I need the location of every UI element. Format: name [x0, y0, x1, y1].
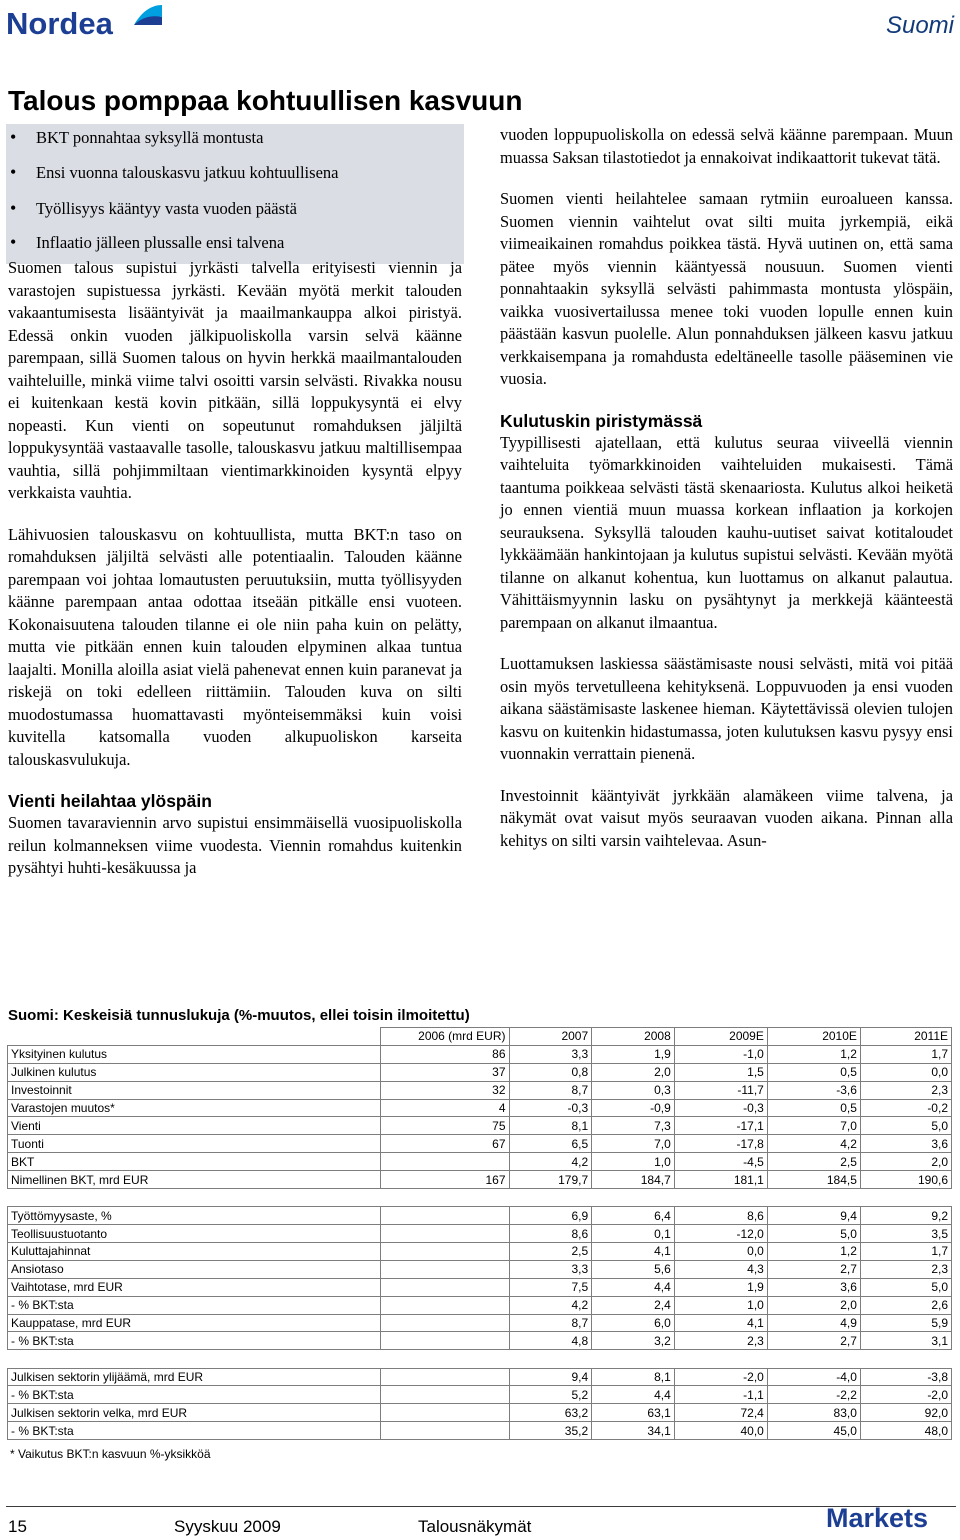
table-cell: 2,3: [860, 1081, 951, 1099]
row-label: - % BKT:sta: [8, 1296, 381, 1314]
table-cell: 3,6: [767, 1278, 860, 1296]
table-cell: -0,3: [674, 1099, 767, 1117]
row-label: Yksityinen kulutus: [8, 1045, 381, 1063]
table-cell: 67: [380, 1135, 509, 1153]
table-cell: -1,1: [674, 1386, 767, 1404]
table-cell: -12,0: [674, 1225, 767, 1243]
table-row: [8, 1207, 952, 1225]
row-label: Vaihtotase, mrd EUR: [8, 1278, 381, 1296]
table-cell: -2,0: [860, 1386, 951, 1404]
table-cell: 1,9: [592, 1045, 675, 1063]
row-label: Työttömyysaste, %: [8, 1207, 381, 1225]
table-cell: 4: [380, 1099, 509, 1117]
table-cell: 7,3: [592, 1117, 675, 1135]
publication-name: Talousnäkymät: [418, 1517, 532, 1536]
table-spacer-row: [8, 1189, 952, 1207]
table-cell: 4,2: [509, 1296, 592, 1314]
table-cell: 6,9: [509, 1207, 592, 1225]
table-cell: 184,5: [767, 1171, 860, 1189]
left-column: [8, 257, 462, 880]
table-cell: [380, 1153, 509, 1171]
table-cell: 4,8: [509, 1332, 592, 1350]
table-row: [8, 1063, 952, 1081]
table-cell: 3,2: [592, 1332, 675, 1350]
table-cell: 63,1: [592, 1404, 675, 1422]
table-cell: 1,5: [674, 1063, 767, 1081]
table-cell: 1,0: [674, 1296, 767, 1314]
table-cell: 3,3: [509, 1045, 592, 1063]
row-label: Teollisuustuotanto: [8, 1225, 381, 1243]
paragraph: Suomen vienti heilahtelee samaan rytmiin euroalueen kanssa. Suomen viennin vaihtelut ovat silti muita jyrkempiä, eikä viimeaikainen romahdus poikkea tästä. Hyvä uutinen on, että sama pätee myös viennin kääntyessä nousuun. Suomen vienti ponnahtaakin syksyllä selvästi pahimmasta montusta ylöspäin, vaikka vuosivertailussa menee toki vuoden lopulle ennen kuin päästään kasvun puolelle. Alun ponnahduksen jälkeen kasvu jatkuu verkkaisempana ja romahdusta edeltäneelle tasolle pääseminen vie vuosia.: [500, 189, 953, 388]
table-cell: 8,6: [674, 1207, 767, 1225]
bullet-text: Inflaatio jälleen plussalle ensi talvena: [36, 233, 285, 252]
table-row: [8, 1368, 952, 1386]
table-header-row: [8, 1028, 952, 1046]
paragraph: Suomen tavaraviennin arvo supistui ensimmäisellä vuosipuoliskolla reilun kolmanneksen viime vuodesta. Viennin romahdus kuitenkin pysähtyi huhti-kesäkuussa ja: [8, 813, 462, 877]
table-cell: 5,6: [592, 1260, 675, 1278]
row-label: - % BKT:sta: [8, 1386, 381, 1404]
table-cell: 32: [380, 1081, 509, 1099]
table-cell: 181,1: [674, 1171, 767, 1189]
table-cell: [380, 1386, 509, 1404]
table-cell: 2,0: [860, 1153, 951, 1171]
table-row: [8, 1386, 952, 1404]
table-cell: 1,7: [860, 1045, 951, 1063]
table-body: [8, 1045, 952, 1439]
table-cell: 8,6: [509, 1225, 592, 1243]
table-cell: [380, 1422, 509, 1440]
table-cell: 3,3: [509, 1260, 592, 1278]
table-cell: 4,3: [674, 1260, 767, 1278]
table-cell: [380, 1225, 509, 1243]
table-cell: 34,1: [592, 1422, 675, 1440]
table-cell: 1,7: [860, 1242, 951, 1260]
key-figures-table: [7, 1027, 952, 1440]
table-cell: 4,2: [767, 1135, 860, 1153]
markets-logo-text: Markets: [826, 1503, 929, 1533]
table-cell: 37: [380, 1063, 509, 1081]
table-cell: 0,8: [509, 1063, 592, 1081]
table-cell: [380, 1260, 509, 1278]
row-label: Ansiotaso: [8, 1260, 381, 1278]
table-cell: -2,2: [767, 1386, 860, 1404]
row-label: Investoinnit: [8, 1081, 381, 1099]
table-cell: 6,4: [592, 1207, 675, 1225]
table-cell: 2,3: [674, 1332, 767, 1350]
table-cell: 40,0: [674, 1422, 767, 1440]
table-cell: 6,0: [592, 1314, 675, 1332]
spacer-cell: [8, 1189, 952, 1207]
row-label: Kuluttajahinnat: [8, 1242, 381, 1260]
table-cell: 92,0: [860, 1404, 951, 1422]
table-row: [8, 1404, 952, 1422]
markets-logo-mark: [824, 1501, 954, 1535]
bullet-text: Työllisyys kääntyy vasta vuoden päästä: [36, 199, 297, 218]
table-cell: 2,6: [860, 1296, 951, 1314]
table-cell: 4,2: [509, 1153, 592, 1171]
paragraph: Luottamuksen laskiessa säästämisaste nousi selvästi, mitä voi pitää osin myös tervetulleena kehityksenä. Loppuvuoden ja ensi vuoden aikana säästämisaste laskenee hieman. Käytettävissä olevien tulojen kasvu on kuitenkin hidastumassa, joten kulutuksen kasvu pysyy ensi vuonnakin verrattain pienenä.: [500, 654, 953, 763]
table-cell: 0,3: [592, 1081, 675, 1099]
spacer-cell: [8, 1350, 952, 1368]
section-heading: Kulutuskin piristymässä: [500, 410, 703, 431]
table-cell: 2,5: [767, 1153, 860, 1171]
table-row: [8, 1081, 952, 1099]
row-label: Varastojen muutos*: [8, 1099, 381, 1117]
table-row: [8, 1171, 952, 1189]
table-cell: 3,5: [860, 1225, 951, 1243]
table-cell: 35,2: [509, 1422, 592, 1440]
table-cell: 2,0: [767, 1296, 860, 1314]
table-cell: -1,0: [674, 1045, 767, 1063]
table-cell: 8,7: [509, 1081, 592, 1099]
table-cell: 179,7: [509, 1171, 592, 1189]
table-footnote: * Vaikutus BKT:n kasvuun %-yksikköä: [10, 1447, 211, 1461]
table-row: [8, 1225, 952, 1243]
table-cell: 2,0: [592, 1063, 675, 1081]
table-cell: 48,0: [860, 1422, 951, 1440]
row-label: - % BKT:sta: [8, 1422, 381, 1440]
table-cell: 7,5: [509, 1278, 592, 1296]
table-cell: 2,3: [860, 1260, 951, 1278]
nordea-logo: [6, 3, 166, 39]
table-cell: 0,1: [592, 1225, 675, 1243]
table-cell: -11,7: [674, 1081, 767, 1099]
row-label: Tuonti: [8, 1135, 381, 1153]
table-cell: -3,6: [767, 1081, 860, 1099]
row-label: Julkinen kulutus: [8, 1063, 381, 1081]
table-cell: 5,0: [860, 1278, 951, 1296]
table-row: [8, 1296, 952, 1314]
paragraph: Lähivuosien talouskasvu on kohtuullista, mutta BKT:n taso on romahduksen jäljiltä selvästi alle potentiaalin. Talouden käänne parempaan voi johtaa lomautusten peruutuksiin, mutta työllisyyden käänne parempaan antaa odottaa itseään pitkälle ensi vuoteen. Kokonaisuutena talouden tilanne ei ole niin paha kuin on pelätty, mutta vie pitkään ennen kuin talouden elpyminen alkaa tuntua laajalti. Monilla aloilla asiat vielä pahenevat ennen kuin paranevat ja riskejä on toki edelleen riittämiin. Talouden kuva on silti muodostumassa huomattavasti myönteisemmäksi kuin voisi kuvitella katsomalla vuoden alkupuoliskon karseita talouskasvulukuja.: [8, 524, 462, 769]
nordea-logo-mark: [6, 3, 166, 39]
footer-divider: [6, 1506, 956, 1507]
table-row: [8, 1117, 952, 1135]
column-header: 2006 (mrd EUR): [380, 1028, 509, 1046]
table-cell: 4,1: [674, 1314, 767, 1332]
table-row: [8, 1278, 952, 1296]
table-cell: 7,0: [592, 1135, 675, 1153]
table-row: [8, 1045, 952, 1063]
table-cell: 9,4: [509, 1368, 592, 1386]
paragraph: Investoinnit kääntyivät jyrkkään alamäkeen viime talvena, ja näkymät ovat vaisut myös seuraavan vuoden aikana. Pinnan alla kehitys on silti varsin vaihtelevaa. Asun-: [500, 785, 953, 850]
section-heading: Vienti heilahtaa ylöspäin: [8, 791, 212, 811]
table-cell: 9,4: [767, 1207, 860, 1225]
table-cell: 0,0: [860, 1063, 951, 1081]
markets-logo: [824, 1501, 954, 1535]
region-label: Suomi: [885, 12, 954, 39]
bullet-text: Ensi vuonna talouskasvu jatkuu kohtuullisena: [36, 163, 339, 182]
paragraph: Tyypillisesti ajatellaan, että kulutus seuraa viiveellä viennin vaihteluita työmarkkinoiden vaihteluiden mukaisesti. Tämä taantuma poikkeaa selvästi tästä skenaariosta. Kulutus alkoi heiketä jo ennen vientiä muun muassa korkean inflaation ja korkojen seurauksena. Syksyllä talouden kauhu-uutiset saivat kotitaloudet lykkäämään hankintojaan ja kulutus supistui selvästi. Kevään myötä tilanne on alkanut kohentua, kun luottamus on alkanut palautua. Vähittäismyynnin lasku on pysähtynyt ja merkkejä käänteestä parempaan on alkanut ilmaantua.: [500, 432, 953, 632]
page-title: Talous pomppaa kohtuullisen kasvuun: [8, 85, 523, 116]
row-label: Nimellinen BKT, mrd EUR: [8, 1171, 381, 1189]
table-cell: 1,2: [767, 1242, 860, 1260]
table-cell: [380, 1332, 509, 1350]
table-cell: 1,0: [592, 1153, 675, 1171]
table-cell: 5,2: [509, 1386, 592, 1404]
table-row: [8, 1314, 952, 1332]
table-cell: -2,0: [674, 1368, 767, 1386]
page-number: 15: [8, 1517, 27, 1536]
row-label: Julkisen sektorin ylijäämä, mrd EUR: [8, 1368, 381, 1386]
table-row: [8, 1153, 952, 1171]
table-cell: 2,7: [767, 1260, 860, 1278]
table-cell: 63,2: [509, 1404, 592, 1422]
table-cell: [380, 1207, 509, 1225]
table-cell: 2,5: [509, 1242, 592, 1260]
table-corner: [8, 1028, 381, 1046]
right-column: [500, 124, 953, 852]
table-cell: 0,0: [674, 1242, 767, 1260]
table-spacer-row: [8, 1350, 952, 1368]
column-header: 2010E: [767, 1028, 860, 1046]
table-cell: -17,8: [674, 1135, 767, 1153]
table-cell: 4,4: [592, 1386, 675, 1404]
column-header: 2011E: [860, 1028, 951, 1046]
table-cell: 86: [380, 1045, 509, 1063]
paragraph: Suomen talous supistui jyrkästi talvella erityisesti viennin ja varastojen supistuessa jyrkästi. Kevään myötä merkit talouden vakaantumisesta lisääntyivät ja maailmankauppa alkoi piristyä. Edessä onkin vuoden jälkipuoliskolla varsin selvä käänne parempaan, sillä Suomen talous on hyvin herkkä maailmantalouden vaihteluille, minkä viime talvi osoitti varsin selvästi. Rivakka nousu ei kuitenkaan kestä kovin pitkään, sillä loppukysyntä ei elvy nopeasti. Kun vienti on sopeutunut romahduksen jäljiltä loppukysyntää vastaavalle tasolle, talouskasvu jatkuu maltillisempaa vauhtia, sillä pohjimmiltaan vientimarkkinoiden kysyntä elpyy verkkaista vauhtia.: [8, 258, 462, 502]
table-cell: 6,5: [509, 1135, 592, 1153]
publication-date: Syyskuu 2009: [174, 1517, 281, 1536]
table-cell: 5,0: [860, 1117, 951, 1135]
summary-box: [6, 124, 464, 264]
table-cell: -0,9: [592, 1099, 675, 1117]
table-cell: [380, 1368, 509, 1386]
table-cell: 3,1: [860, 1332, 951, 1350]
table-cell: [380, 1314, 509, 1332]
table-cell: -4,5: [674, 1153, 767, 1171]
table-cell: -0,3: [509, 1099, 592, 1117]
row-label: Julkisen sektorin velka, mrd EUR: [8, 1404, 381, 1422]
table-cell: 3,6: [860, 1135, 951, 1153]
row-label: - % BKT:sta: [8, 1332, 381, 1350]
table-cell: 0,5: [767, 1063, 860, 1081]
table-cell: 184,7: [592, 1171, 675, 1189]
table-cell: [380, 1242, 509, 1260]
table-title: Suomi: Keskeisiä tunnuslukuja (%-muutos, ellei toisin ilmoitettu): [8, 1007, 470, 1024]
table-cell: [380, 1278, 509, 1296]
bullet-text: BKT ponnahtaa syksyllä montusta: [36, 128, 264, 147]
table-cell: [380, 1296, 509, 1314]
table-cell: 167: [380, 1171, 509, 1189]
table-cell: 8,1: [509, 1117, 592, 1135]
table-cell: 0,5: [767, 1099, 860, 1117]
table-cell: 1,2: [767, 1045, 860, 1063]
paragraph: vuoden loppupuoliskolla on edessä selvä käänne parempaan. Muun muassa Saksan tilastotiedot ja ennakoivat indikaattorit tukevat tätä.: [500, 125, 953, 167]
row-label: Kauppatase, mrd EUR: [8, 1314, 381, 1332]
row-label: Vienti: [8, 1117, 381, 1135]
table-cell: 9,2: [860, 1207, 951, 1225]
table-cell: 7,0: [767, 1117, 860, 1135]
table-row: [8, 1099, 952, 1117]
table-row: [8, 1135, 952, 1153]
table-cell: 4,1: [592, 1242, 675, 1260]
table-row: [8, 1242, 952, 1260]
table-cell: 2,4: [592, 1296, 675, 1314]
table-cell: 83,0: [767, 1404, 860, 1422]
table-cell: -3,8: [860, 1368, 951, 1386]
table-cell: -17,1: [674, 1117, 767, 1135]
table-cell: 4,4: [592, 1278, 675, 1296]
column-header: 2008: [592, 1028, 675, 1046]
table-cell: 45,0: [767, 1422, 860, 1440]
table-cell: 1,9: [674, 1278, 767, 1296]
table-cell: -0,2: [860, 1099, 951, 1117]
table-row: [8, 1332, 952, 1350]
table-cell: 5,9: [860, 1314, 951, 1332]
table-cell: -4,0: [767, 1368, 860, 1386]
table-cell: [380, 1404, 509, 1422]
table-cell: 8,7: [509, 1314, 592, 1332]
table-cell: 4,9: [767, 1314, 860, 1332]
table-cell: 75: [380, 1117, 509, 1135]
table-row: [8, 1260, 952, 1278]
nordea-logo-text: Nordea: [6, 6, 113, 39]
table-cell: 8,1: [592, 1368, 675, 1386]
column-header: 2007: [509, 1028, 592, 1046]
column-header: 2009E: [674, 1028, 767, 1046]
table-cell: 72,4: [674, 1404, 767, 1422]
table-cell: 5,0: [767, 1225, 860, 1243]
table-cell: 2,7: [767, 1332, 860, 1350]
table-row: [8, 1422, 952, 1440]
row-label: BKT: [8, 1153, 381, 1171]
table-cell: 190,6: [860, 1171, 951, 1189]
